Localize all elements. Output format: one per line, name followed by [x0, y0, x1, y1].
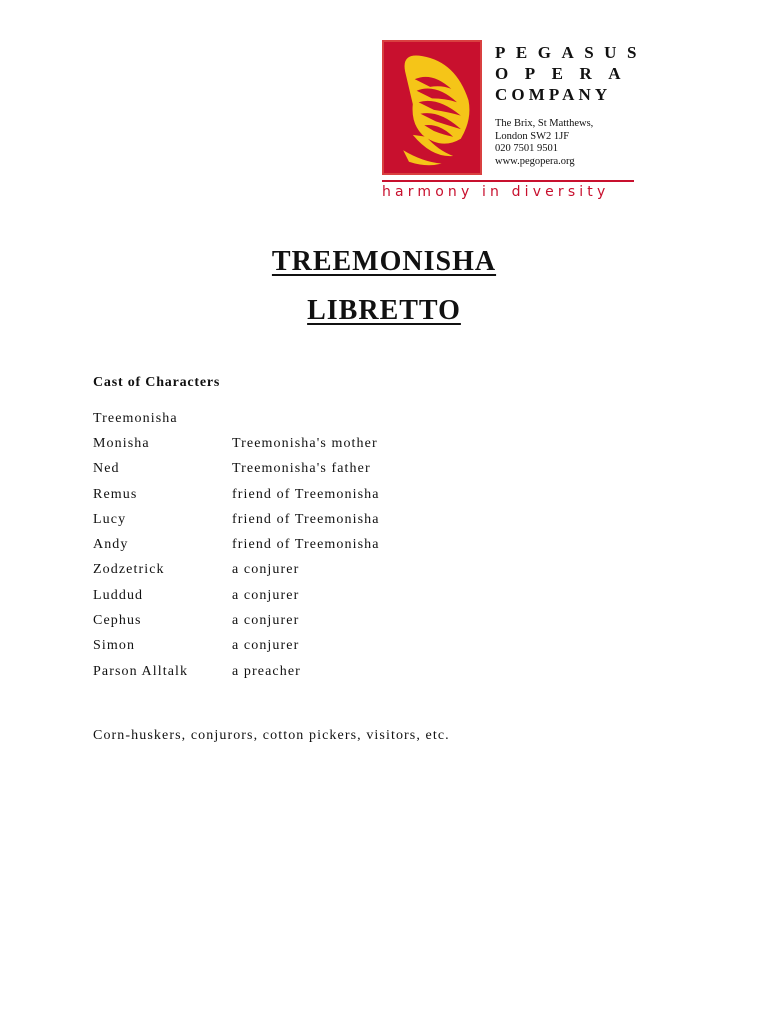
character-role: friend of Treemonisha — [232, 486, 380, 502]
phone-number: 020 7501 9501 — [495, 143, 558, 154]
cast-row — [93, 406, 693, 431]
cast-row — [93, 457, 693, 482]
cast-heading: Cast of Characters — [93, 375, 221, 390]
character-role: a conjurer — [232, 562, 300, 578]
character-name: Cephus — [93, 613, 142, 629]
character-role: a conjurer — [232, 587, 300, 603]
character-role: Treemonisha's mother — [232, 435, 378, 451]
cast-row — [93, 507, 693, 532]
org-name-line-2: OPERA — [495, 64, 637, 83]
org-name-line-1: PEGASUS — [495, 43, 647, 62]
cast-row — [93, 659, 693, 684]
character-role: friend of Treemonisha — [232, 511, 380, 527]
cast-row — [93, 634, 693, 659]
cast-row — [93, 482, 693, 507]
character-name: Treemonisha — [93, 410, 178, 426]
title-line-1 — [0, 246, 768, 278]
address-line-1: The Brix, St Matthews, — [495, 118, 594, 129]
character-name: Andy — [93, 537, 129, 553]
character-name: Luddud — [93, 587, 144, 603]
cast-row — [93, 431, 693, 456]
character-name: Parson Alltalk — [93, 663, 189, 679]
chorus-note: Corn-huskers, conjurors, cotton pickers, visitors, etc. — [93, 728, 450, 743]
address-line-2: London SW2 1JF — [495, 130, 570, 142]
character-role: a conjurer — [232, 613, 300, 629]
cast-list — [93, 406, 693, 684]
tagline-divider — [382, 180, 634, 182]
character-name: Lucy — [93, 511, 127, 527]
character-name: Remus — [93, 486, 138, 502]
cast-row — [93, 532, 693, 557]
title-text-1: TREEMONISHA — [271, 246, 497, 277]
winged-logo-icon — [382, 40, 482, 175]
character-name: Monisha — [93, 435, 150, 451]
character-role: Treemonisha's father — [232, 461, 371, 477]
org-name-line-3: COMPANY — [495, 85, 612, 104]
address-block — [495, 118, 635, 168]
organization-name — [495, 42, 645, 105]
title-line-2 — [0, 295, 768, 327]
title-text-2: LIBRETTO — [307, 295, 461, 326]
tagline: harmony in diversity — [382, 184, 610, 200]
character-role: a conjurer — [232, 638, 300, 654]
website-url: www.pegopera.org — [495, 155, 575, 167]
character-name: Simon — [93, 638, 136, 654]
cast-row — [93, 608, 693, 633]
cast-row — [93, 558, 693, 583]
character-role: a preacher — [232, 663, 301, 679]
character-name: Ned — [93, 461, 120, 477]
cast-row — [93, 583, 693, 608]
character-role: friend of Treemonisha — [232, 537, 380, 553]
character-name: Zodzetrick — [93, 562, 165, 578]
